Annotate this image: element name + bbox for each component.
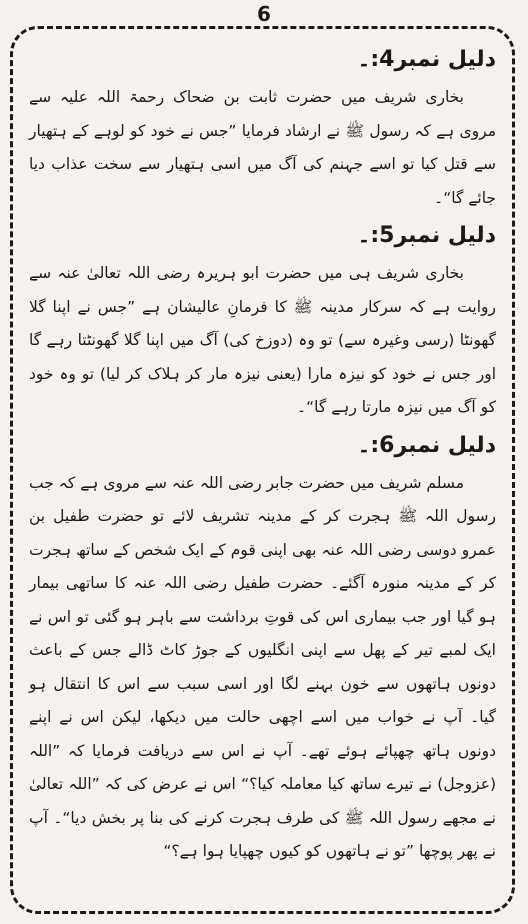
page-content — [13, 29, 512, 881]
section-paragraph: مسلم شریف میں حضرت جابر رضی اللہ عنہ سے مروی ہے کہ جب رسول اللہ ﷺ ہجرت کر کے مدینہ تشریف لائے تو حضرت طفیل بن عمرو دوسی رضی اللہ عنہ بھی اپنی قوم کے ایک شخص کے ساتھ ہجرت کر کے مدینہ منورہ آگئے۔ حضرت طفیل رضی اللہ عنہ کا ساتھی بیمار ہو گیا اور جب بیماری اس کی قوتِ برداشت سے باہر ہو گئی تو اس نے ایک لمبے تیر کے پھل سے اپنی انگلیوں کے جوڑ کاٹ ڈالے جس کے باعث دونوں ہاتھوں سے خون بہنے لگا اور اسی سبب سے اس کا انتقال ہو گیا۔ آپ نے خواب میں اسے اچھی حالت میں دیکھا، لیکن اس نے اپنے دونوں ہاتھ چھپائے ہوئے تھے۔ آپ نے اس سے دریافت فرمایا کہ ”اللہ (عزوجل) نے تیرے ساتھ کیا معاملہ کیا؟“ اس نے عرض کی کہ ”اللہ تعالیٰ نے مجھے رسول اللہ ﷺ کی طرف ہجرت کرنے کی بنا پر بخش دیا“۔ آپ نے پھر پوچھا ”تو نے ہاتھوں کو کیوں چھپایا ہوا ہے؟“ — [29, 473, 496, 860]
evidence-section-4 — [29, 43, 496, 215]
section-heading: دلیل نمبر4:۔ — [357, 47, 496, 72]
evidence-section-5 — [29, 219, 496, 425]
section-heading: دلیل نمبر6:۔ — [357, 432, 496, 458]
section-heading: دلیل نمبر5:۔ — [357, 223, 496, 248]
page-number: 6 — [257, 2, 271, 26]
section-paragraph: بخاری شریف ہی میں حضرت ابو ہریرہ رضی اللہ تعالیٰ عنہ سے روایت ہے کہ سرکار مدینہ ﷺ کا فرمانِ عالیشان ہے ”جس نے اپنا گلا گھونٹا (رسی وغیرہ سے) تو وہ (دوزخ کی) آگ میں اپنا گلا گھونٹتا رہے گا اور جس نے خود کو نیزہ مارا (یعنی نیزہ مار کر ہلاک کر لیا) تو وہ خود کو آگ میں نیزہ مارتا رہے گا“۔ — [29, 264, 496, 416]
dashed-page-border — [10, 26, 515, 914]
section-paragraph: بخاری شریف میں حضرت ثابت بن ضحاک رحمۃ اللہ علیہ سے مروی ہے کہ رسول ﷺ نے ارشاد فرمایا ”جس نے خود کو لوہے کے ہتھیار سے قتل کیا تو اسے جہنم کی آگ میں اسی ہتھیار سے سخت عذاب دیا جائے گا“۔ — [29, 88, 496, 207]
evidence-section-6 — [29, 429, 496, 869]
